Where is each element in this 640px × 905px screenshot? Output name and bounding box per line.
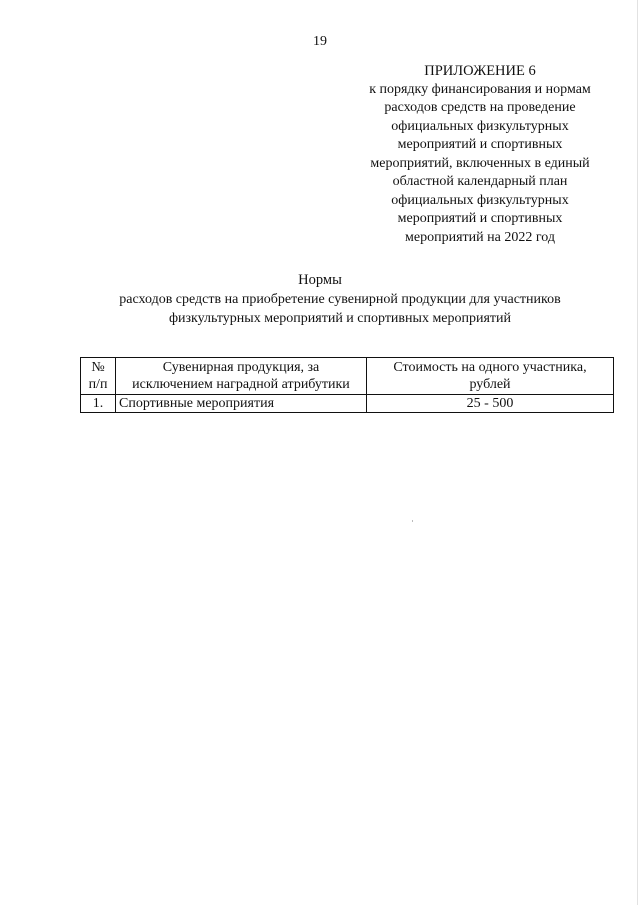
appendix-line: официальных физкультурных bbox=[391, 118, 569, 134]
appendix-line: к порядку финансирования и нормам bbox=[369, 81, 591, 97]
appendix-line: мероприятий и спортивных bbox=[397, 137, 563, 152]
norms-subtitle bbox=[70, 291, 610, 328]
norms-title: Нормы bbox=[298, 272, 342, 288]
scan-speck bbox=[412, 520, 413, 522]
cell-cost: 25 - 500 bbox=[367, 395, 614, 413]
header-item bbox=[116, 358, 367, 395]
cell-item: Спортивные мероприятия bbox=[116, 395, 367, 413]
header-cost-line: рублей bbox=[469, 377, 511, 392]
appendix-line: мероприятий на 2022 год bbox=[405, 229, 555, 245]
header-item-line: исключением наградной атрибутики bbox=[132, 377, 350, 392]
header-cost-line: Стоимость на одного участника, bbox=[393, 360, 587, 375]
appendix-line: официальных физкультурных bbox=[391, 192, 569, 208]
appendix-header bbox=[330, 62, 630, 247]
table-row bbox=[81, 395, 614, 413]
header-num-line: п/п bbox=[88, 377, 108, 392]
table-header-row bbox=[81, 358, 614, 395]
header-num bbox=[81, 358, 116, 395]
norms-table bbox=[80, 357, 614, 413]
appendix-line: мероприятий, включенных в единый bbox=[370, 155, 590, 171]
header-item-line: Сувенирная продукция, за bbox=[162, 360, 320, 375]
header-cost bbox=[367, 358, 614, 395]
cell-num: 1. bbox=[81, 395, 116, 413]
appendix-title: ПРИЛОЖЕНИЕ 6 bbox=[424, 63, 536, 79]
scan-edge-line bbox=[637, 0, 638, 905]
appendix-line: областной календарный план bbox=[392, 174, 568, 189]
norms-subtitle-line: расходов средств на приобретение сувенирной продукции для участников bbox=[119, 292, 561, 307]
appendix-line: мероприятий и спортивных bbox=[397, 211, 563, 226]
appendix-line: расходов средств на проведение bbox=[384, 100, 576, 115]
page-number: 19 bbox=[313, 34, 327, 49]
header-num-line: № bbox=[91, 360, 105, 375]
norms-subtitle-line: физкультурных мероприятий и спортивных мероприятий bbox=[168, 310, 512, 326]
